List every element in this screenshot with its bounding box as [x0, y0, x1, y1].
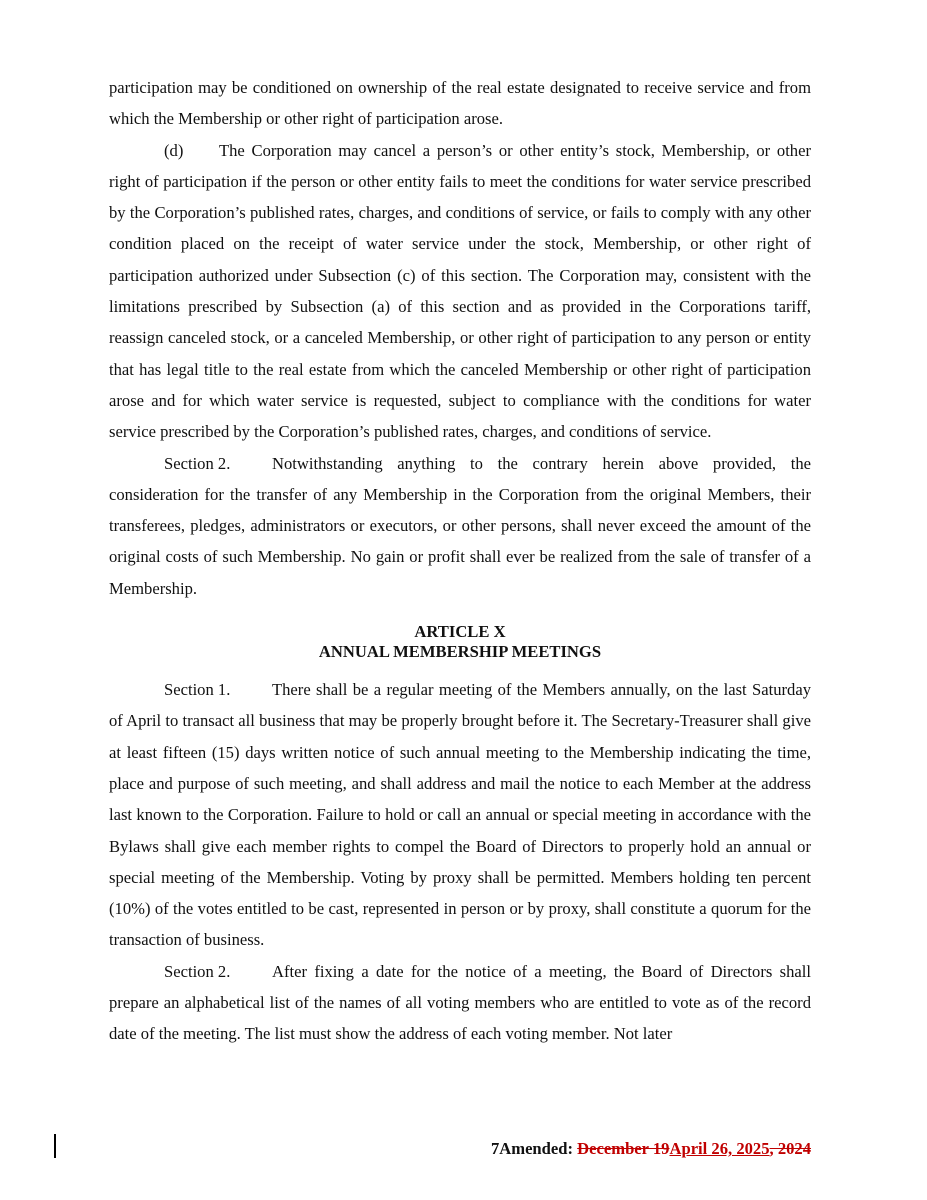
article-section-2: [109, 956, 811, 1050]
article-section-1: [109, 674, 811, 956]
section-label: Section 2.: [164, 453, 231, 473]
subsection-label: (d): [164, 140, 184, 160]
article-number: ARTICLE X: [414, 622, 506, 642]
paragraph-section-2: [109, 448, 811, 604]
paragraph-text: participation may be conditioned on ownership of the real estate designated to receive service and from which the Membership or other right of participation arose.: [109, 78, 811, 129]
section-label: Section 2.: [164, 961, 231, 981]
paragraph-continuation: [109, 72, 811, 135]
deleted-year-text: , 2024: [769, 1139, 811, 1158]
inserted-date-text: April 26, 2025: [669, 1139, 770, 1158]
document-page: [109, 72, 811, 1050]
paragraph-text: There shall be a regular meeting of the Members annually, on the last Saturday of April to transact all business that may be properly brought before it. The Secretary-Treasurer shall give at least fifteen (15) days written notice of such annual meeting to the Membership indicating the time, place and purpose of such meeting, and shall address and mail the notice to each Member at the address last known to the Corporation. Failure to hold or call an annual or special meeting in accordance with the Bylaws shall give each member rights to compel the Board of Directors to properly hold an annual or special meeting of the Membership. Voting by proxy shall be permitted. Members holding ten percent (10%) of the votes entitled to be cast, represented in person or by proxy, shall constitute a quorum for the transaction of business.: [109, 680, 811, 950]
page-footer: [491, 1139, 811, 1159]
paragraph-subsection-d: [109, 135, 811, 448]
paragraph-text: After fixing a date for the notice of a meeting, the Board of Directors shall prepare an alphabetical list of the names of all voting members who are entitled to vote as of the record date of the meeting. The list must show the address of each voting member. Not later: [109, 961, 811, 1044]
deleted-date-text: December 19: [577, 1139, 670, 1158]
revision-change-bar: [54, 1134, 56, 1158]
article-heading: [109, 622, 811, 662]
amended-label: Amended:: [499, 1139, 578, 1158]
paragraph-text: Notwithstanding anything to the contrary herein above provided, the consideration for the transfer of any Membership in the Corporation from the original Members, their transferees, pledges, administrators or executors, or other persons, shall never exceed the amount of the original costs of such Membership. No gain or profit shall ever be realized from the sale of transfer of a Membership.: [109, 453, 811, 598]
page-number: 7: [490, 1139, 500, 1158]
paragraph-text: The Corporation may cancel a person’s or other entity’s stock, Membership, or other right of participation if the person or other entity fails to meet the conditions for water service prescribed by the Corporation’s published rates, charges, and conditions of service, or fails to comply with any other condition placed on the receipt of water service under the stock, Membership, or other right of participation authorized under Subsection (c) of this section. The Corporation may, consistent with the limitations prescribed by Subsection (a) of this section and as provided in the Corporations tariff, reassign canceled stock, or a canceled Membership, or other right of participation to any person or entity that has legal title to the real estate from which the canceled Membership or other right of participation arose and for which water service is requested, subject to compliance with the conditions for water service prescribed by the Corporation’s published rates, charges, and conditions of service.: [109, 140, 811, 442]
article-title: ANNUAL MEMBERSHIP MEETINGS: [318, 642, 602, 662]
section-label: Section 1.: [164, 680, 231, 700]
